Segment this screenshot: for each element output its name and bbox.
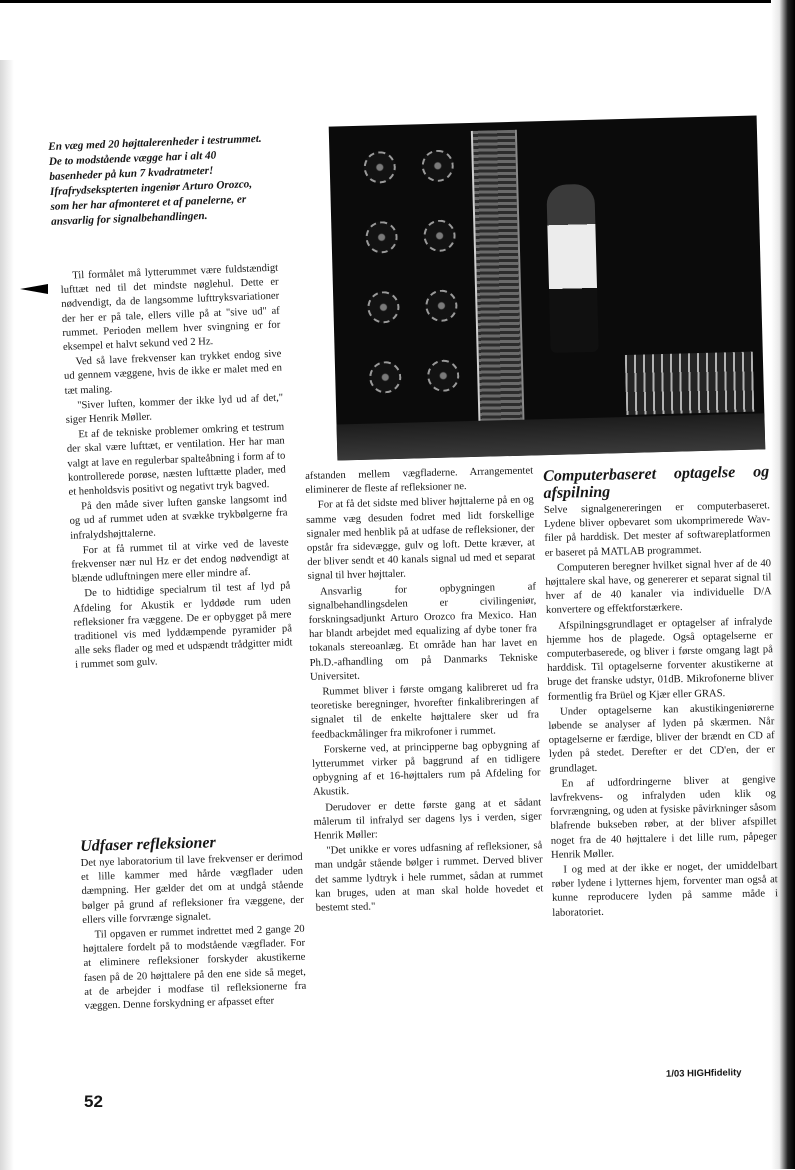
paragraph: "Siver luften, kommer der ikke lyd ud af det," siger Henrik Møller. xyxy=(65,392,284,426)
subheading-computerbaseret: Computerbaseret optagelse og afspilning xyxy=(543,463,770,502)
page-number: 52 xyxy=(84,1092,103,1111)
paragraph: Et af de tekniske problemer omkring et testrum der skal være lufttæt, er ventilation. Her har man valgt at lave en regulerbar spalteåbning i form af to kontrollerede porøse, næsten lufttætte plader, med et henholdsvis positivt og negativt tryk bagved. xyxy=(66,421,287,498)
speaker-driver xyxy=(425,289,458,322)
paragraph: De to hidtidige specialrum til test af lyd på Afdeling for Akustik er lyddøde rum uden refleksioner fra væggene. De er opbygget på mere traditionel vis med lyddæmpende pyramider på alle seks flader og med et udspændt trådgitter midt i rummet som gulv. xyxy=(72,580,293,672)
photo-loudspeaker-room xyxy=(329,115,766,460)
page-right-edge xyxy=(771,0,795,1169)
speaker-driver xyxy=(367,291,400,324)
equipment-rack xyxy=(625,352,755,415)
paragraph: "Det unikke er vores udfasning af refleksioner, så man undgår stående bølger i rummet. Derved bliver det samme lydtryk i hele rummet, sådan at rummet kan bruges, uden at man skal holde hovedet et bestemt sted." xyxy=(314,840,544,914)
column-2-text xyxy=(305,464,544,917)
room-floor xyxy=(337,413,766,460)
column-1-lower-text xyxy=(80,832,307,1015)
arrow-marker-icon xyxy=(20,284,48,294)
column-1-text xyxy=(60,262,293,675)
speaker-driver xyxy=(427,359,460,392)
speaker-driver xyxy=(363,151,396,184)
paragraph: Afspilningsgrundlaget er optagelser af infralyde hjemme hos de plagede. Også optagelserne er computerbaserede, og bliver i første omgang lagt på harddisk. Til optagelserne forventer akustikerne at bruge det franske udstyr, 01dB. Mikrofonerne bliver formentlig fra Brüel og Kjær eller GRAS. xyxy=(546,615,774,703)
issue-footer: 1/03 HIGHfidelity xyxy=(665,1067,742,1080)
speaker-driver xyxy=(421,149,454,182)
paragraph: En af udfordringerne bliver at gengive lavfrekvens- og infralyden uden klik og forvrængning, og uden at fysiske påvirkninger såsom blafrende bukseben røber, at der bliver afspillet noget fra de 40 højttalere i det lille rum, påpeger Henrik Møller. xyxy=(549,774,777,861)
paragraph: Selve signalgenereringen er computerbaseret. Lydene bliver opbevaret som ukomprimerede Wav-filer på harddisk. Det mester af softwareplatformen er baseret på MATLAB programmet. xyxy=(543,500,771,559)
paragraph: afstanden mellem vægfladerne. Arrangementet eliminerer de fleste af refleksioner ne. xyxy=(305,465,534,497)
paragraph: Under optagelserne kan akustikingeniørerne løbende se analyser af lyden på skærmen. Når optagelserne er færdige, bliver der brændt en CD af lyden på stedet. Derefter er det CD'en, der er grundlaget. xyxy=(548,702,776,775)
paragraph: Til formålet må lytterummet være fuldstændigt lufttæt ned til det mindste nøglehul. Dette er nødvendigt, da de langsomme lufttryksvariationer der her er på tale, ellers ville på at "sive ud" af rummet. Perioden mellem hver svingning er for eksempel et halvt sekund ved 2 Hz. xyxy=(60,262,281,353)
page-left-shadow xyxy=(0,60,14,1170)
paragraph: Til opgaven er rummet indrettet med 2 gange 20 højttalere fordelt på to modstående vægflader. For at eliminere refleksioner forskyder akustikerne fasen på de 20 højttalere på den ene side så meget, at de arbejder i modfase til refleksionerne fra væggen. Denne forskydning er afpasset efter xyxy=(82,923,307,1012)
speaker-driver xyxy=(423,219,456,252)
photo-caption: En væg med 20 højttalerenheder i testrummet. De to modstående vægge har i alt 40 basenheder på kun 7 kvadratmeter! Ifrafrydsekspterten ingeniør Arturo Orozco, som her har afmonteret et af panelerne, er ansvarlig for signalbehandlingen. xyxy=(48,132,262,228)
page-top-edge xyxy=(0,0,795,10)
paragraph: For at få det sidste med bliver højttalerne på en og samme væg desuden fodret med lidt forskellige signaler med henblik på at udfase de refleksioner, der opstår fra sidevægge, gulv og loft. Dette kræver, at der bliver sendt et 40 kanals signal ud med et separat signal til hver højttaler. xyxy=(306,494,536,583)
paragraph: Ved så lave frekvenser kan trykket endog sive ud gennem væggene, hvis de ikke er malet med en tæt maling. xyxy=(63,348,283,397)
paragraph: Computeren beregner hvilket signal hver af de 40 højttalere skal have, og genererer et separat signal til hver af de 40 kanaler via individuelle D/A konvertere og effektforstærkere. xyxy=(545,558,772,617)
column-3-text xyxy=(543,463,778,922)
subheading-udfaser: Udfaser refleksioner xyxy=(80,834,216,855)
removed-panel-strip xyxy=(471,130,525,431)
paragraph: Ansvarlig for opbygningen af signalbehandlingsdelen er civilingeniør, forskningsadjunkt Arturo Orozco fra Mexico. Han har blandt arbejdet med equalizing af dybe toner fra tokanals stereoanlæg. Et område han har lavet en Ph.D.-afhandling om på Danmarks Tekniske Universitet. xyxy=(308,581,538,683)
speaker-driver xyxy=(365,221,398,254)
engineer-figure xyxy=(546,184,598,353)
paragraph: På den måde siver luften ganske langsomt ind og ud af rummet uden at svække trykbølgerne fra infralydshøjttalerne. xyxy=(69,493,288,542)
paragraph: Det nye laboratorium til lave frekvenser er derimod et lille kammer med hårde vægflader uden dæmpning. Her gælder det om at undgå stående bølger på grund af refleksioner fra væggene, der ellers ville forvrænge signalet. xyxy=(80,851,304,926)
paragraph: Forskerne ved, at principperne bag opbygning af lytterummet virker på baggrund af en tidligere opbygning af et 16-højttalers rum på Afdeling for Akustik. xyxy=(312,739,541,799)
paragraph: For at få rummet til at virke ved de laveste frekvenser nær nul Hz er det endog nødvendigt at blænde udluftningen mere eller mindre af. xyxy=(71,537,290,586)
paragraph: Derudover er dette første gang at et sådant målerum til infralyd ser dagens lys i verden, siger Henrik Møller: xyxy=(313,797,542,842)
speaker-driver xyxy=(369,361,402,394)
paragraph: Rummet bliver i første omgang kalibreret ud fra teoretiske beregninger, hvorefter finkalibreringen af signalet til de enkelte højttalere sker ud fra feedbackmålinger fra mikrofoner i rummet. xyxy=(310,681,540,741)
paragraph: I og med at der ikke er noget, der umiddelbart røber lydene i lytternes hjem, forventer man også at kunne reproducere lyden på samme måde i laboratoriet. xyxy=(551,860,779,919)
